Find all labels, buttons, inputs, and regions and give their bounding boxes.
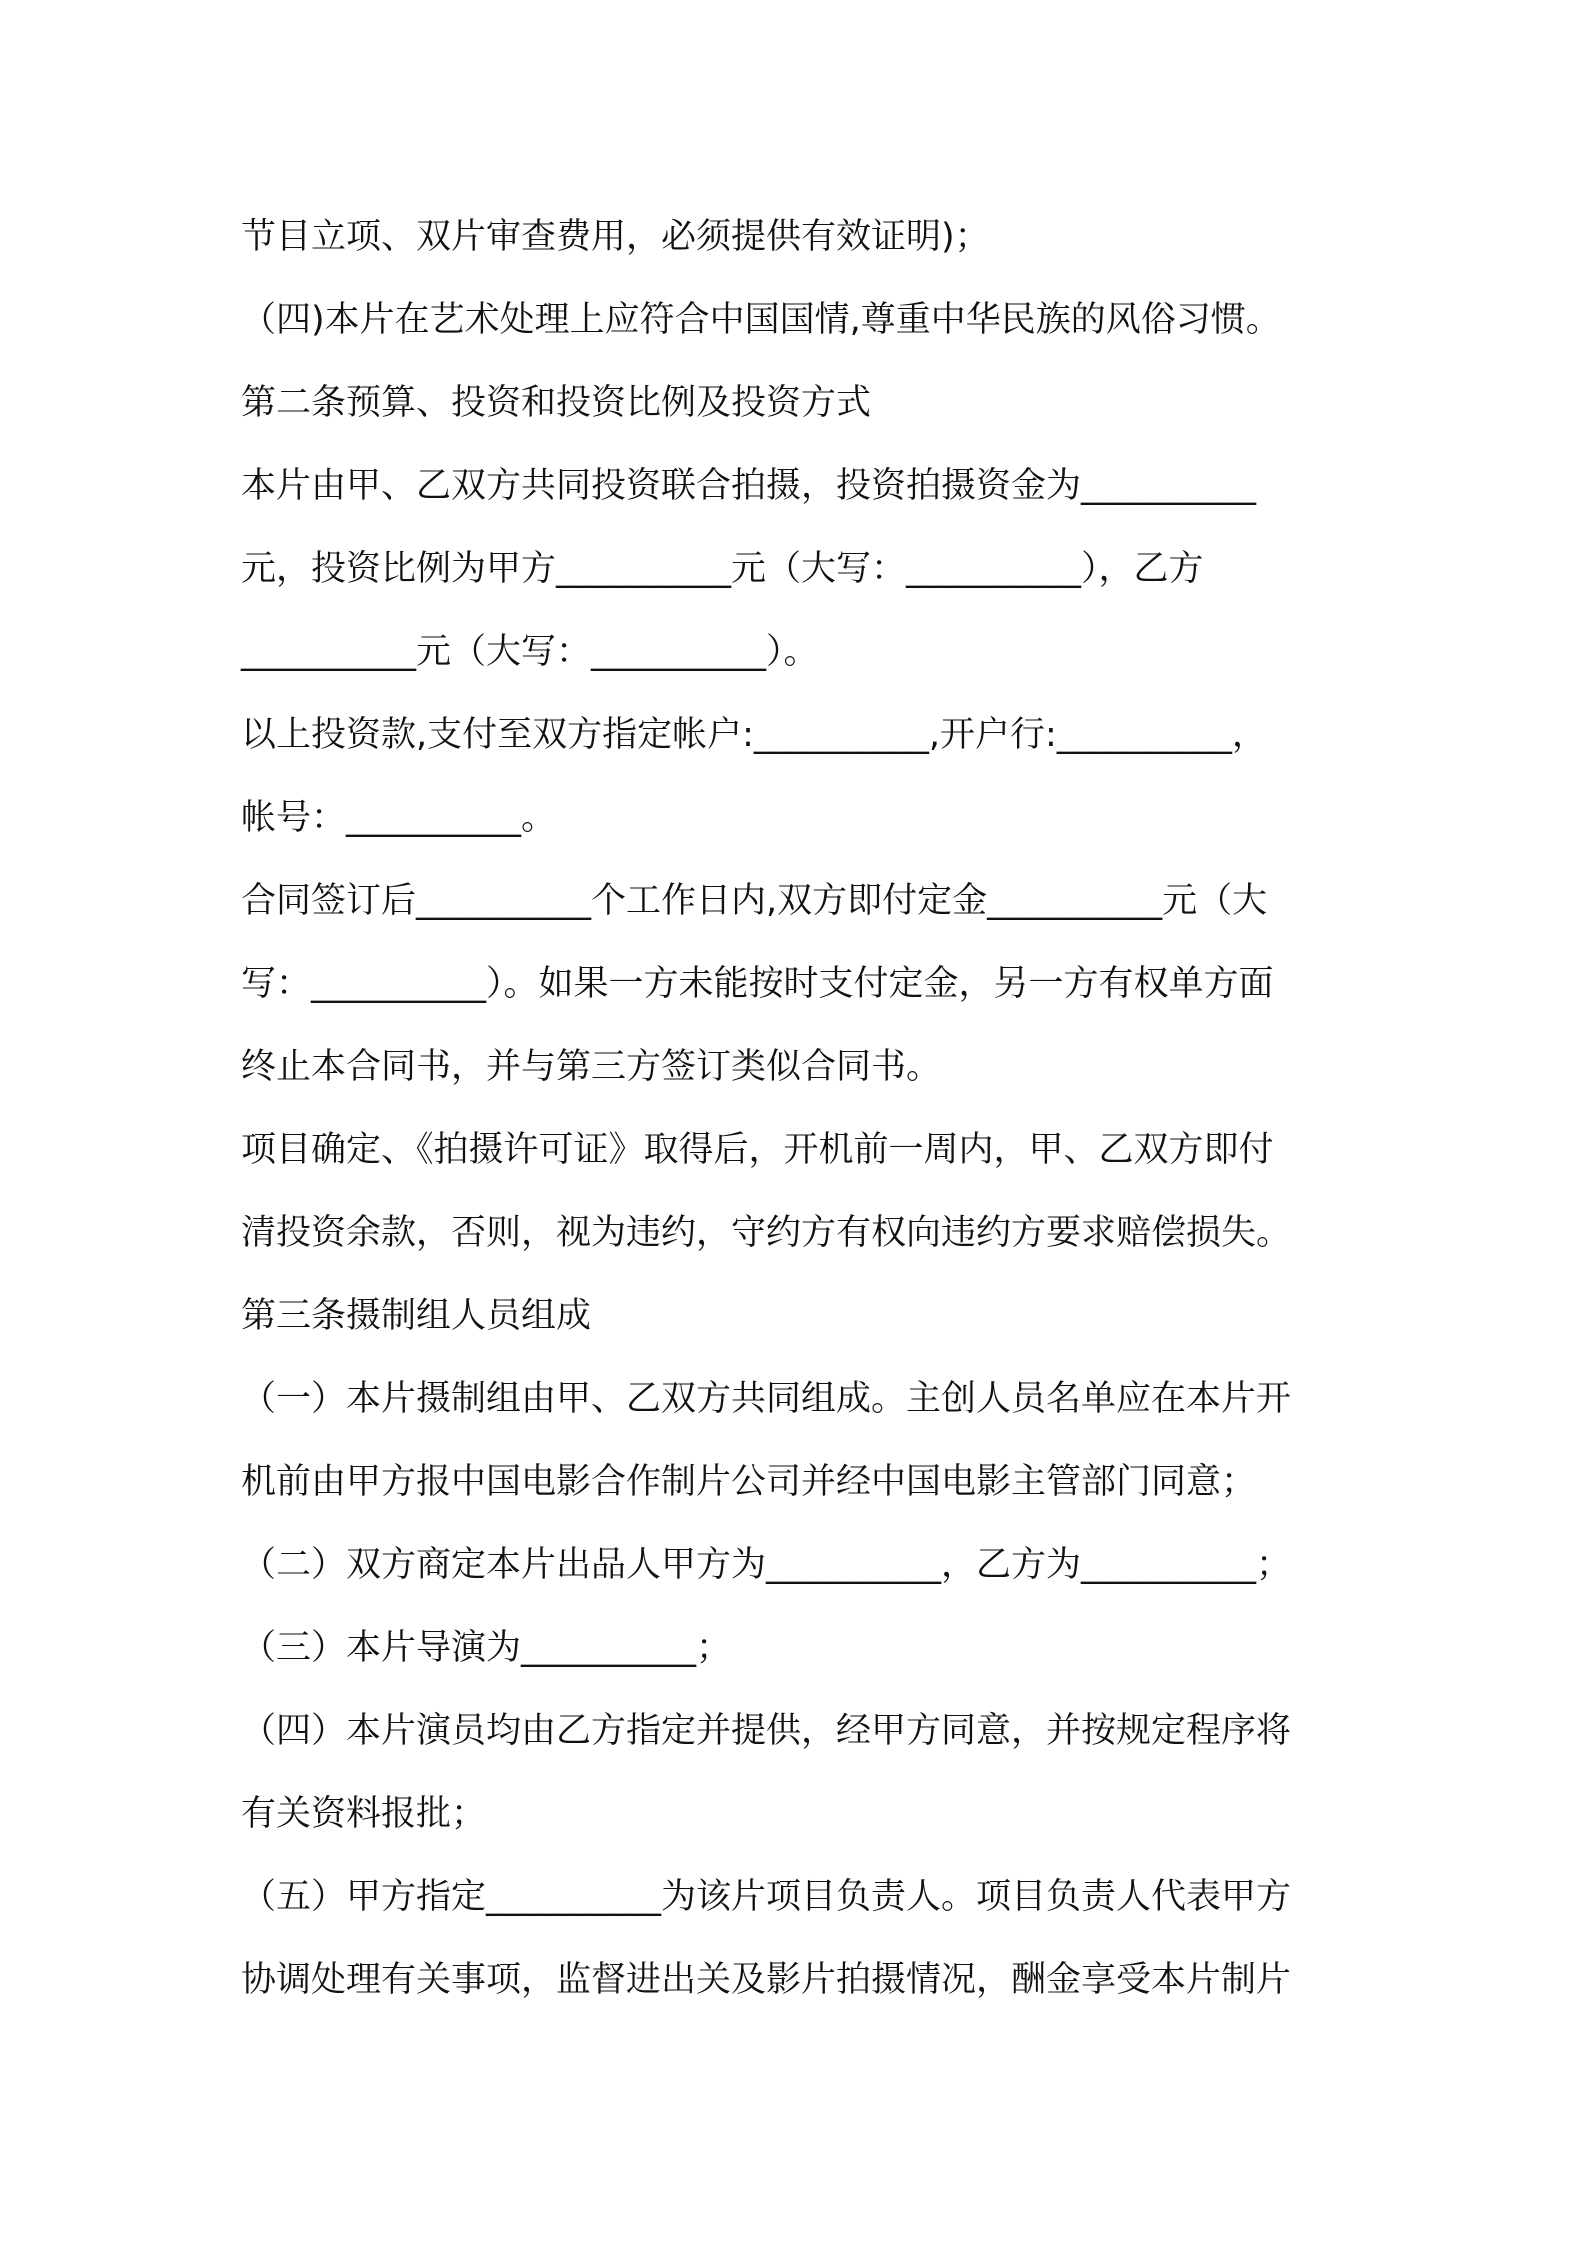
text-line: 清投资余款，否则，视为违约，守约方有权向违约方要求赔偿损失。 [241, 1213, 1292, 1253]
document-body [241, 196, 1361, 2022]
text-line: 终止本合同书，并与第三方签订类似合同书。 [241, 1047, 942, 1087]
text-line: （五）甲方指定__________为该片项目负责人。项目负责人代表甲方 [241, 1877, 1292, 1917]
text-line: （四）本片演员均由乙方指定并提供，经甲方同意，并按规定程序将 [241, 1711, 1292, 1751]
section-heading: 第三条摄制组人员组成 [241, 1296, 592, 1336]
text-line: 本片由甲、乙双方共同投资联合拍摄，投资拍摄资金为__________ [241, 466, 1257, 506]
text-line: 元，投资比例为甲方__________元（大写：__________），乙方 [241, 549, 1204, 589]
text-line: 项目确定、《拍摄许可证》取得后，开机前一周内，甲、乙双方即付 [241, 1130, 1274, 1170]
text-line: __________元（大写：__________）。 [241, 632, 819, 672]
text-line: （四)本片在艺术处理上应符合中国国情,尊重中华民族的风俗习惯。 [241, 300, 1281, 340]
text-line: 以上投资款,支付至双方指定帐户:__________,开户行:__________， [241, 715, 1267, 755]
text-line: 合同签订后__________个工作日内,双方即付定金__________元（大 [241, 881, 1268, 921]
text-line: （三）本片导演为__________； [241, 1628, 732, 1668]
text-line: 写：__________）。如果一方未能按时支付定金，另一方有权单方面 [241, 964, 1274, 1004]
section-heading: 第二条预算、投资和投资比例及投资方式 [241, 383, 872, 423]
text-line: （二）双方商定本片出品人甲方为__________，乙方为__________； [241, 1545, 1292, 1585]
text-line: 机前由甲方报中国电影合作制片公司并经中国电影主管部门同意； [241, 1462, 1257, 1502]
text-line: （一）本片摄制组由甲、乙双方共同组成。主创人员名单应在本片开 [241, 1379, 1292, 1419]
text-line: 有关资料报批； [241, 1794, 487, 1834]
text-line: 协调处理有关事项，监督进出关及影片拍摄情况，酬金享受本片制片 [241, 1960, 1292, 2000]
text-line: 节目立项、双片审查费用，必须提供有效证明)； [241, 217, 990, 257]
text-line: 帐号：__________。 [241, 798, 557, 838]
